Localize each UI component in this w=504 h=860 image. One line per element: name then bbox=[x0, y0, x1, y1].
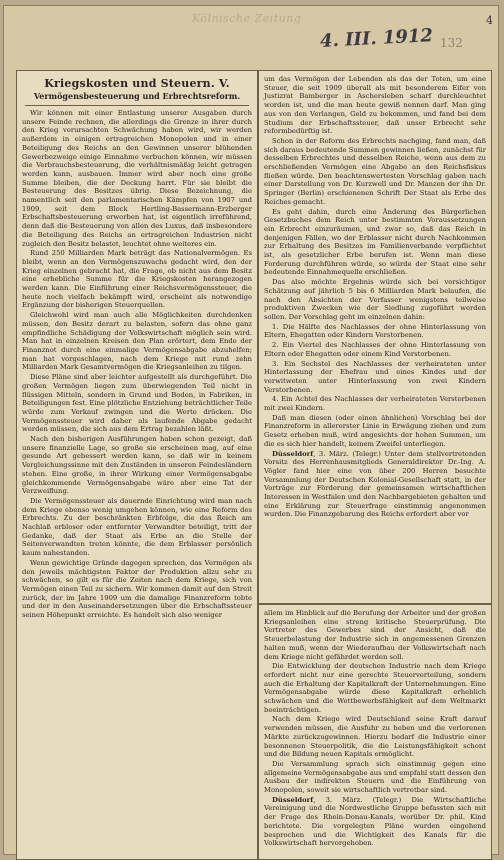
corner-number: 4 bbox=[486, 14, 493, 27]
list-item: 3. Ein Sechstel des Nachlasses der verheirateten unter Hinterlassung der Ehefrau und eines Kindes und der verwitweten unter Hinterlassung von zwei Kindern Verstorbenen. bbox=[264, 359, 486, 394]
paragraph: Schon in der Reform des Erbrechts nachging, fand man, daß sich daraus bedeutende Summen gewinnen ließen, zunächst für desselben Erbrechtes und desselben Reiche, wenn aus dem zu erschließenden Vermögen eine Abgabe an den Reichsfiskus fließen würde. Den beachtenswertesten Vorschlag gaben nach einer Darstellung von Dr. Kurzwell und Dr. Manzen der ihn Dr. Springer (Berlin) erschienenen Schrift Der Staat als Erbe des Reiches gemacht. bbox=[264, 136, 486, 206]
article-clipping-left bbox=[16, 70, 258, 860]
paragraph: Die Entwicklung der deutschen Industrie nach dem Kriege erfordert nicht nur eine gerechte Steuerverteilung, sondern auch die Erhaltung der Kapitalkraft der Unternehmungen. Eine Vermögensabgabe würde diese Kapitalkraft erheblich schwächen und die Wettbewerbsfähigkeit auf dem Weltmarkt beeinträchtigen. bbox=[264, 662, 486, 714]
paragraph: Nach dem Kriege wird Deutschland seine Kraft darauf verwenden müssen, die Ausfuhr zu heben und die verlorenen Märkte zurückzugewinnen. Hierzu bedarf die Industrie einer besonnenen Steuerpolitik, die die Leistungsfähigkeit schont und die Bildung neuen Kapitals ermöglicht. bbox=[264, 715, 486, 759]
dispatch-text: 3. März. (Telegr.) Die Wirtschaftliche Vereinigung und die Nordwestliche Gruppe befassten sich mit der Frage des Rhein-Donau-Kanals, worüber Dr. phil. Kind berichtete. Die vorgelegten Pläne wurden eingehend besprochen und die Wichtigkeit des Kanals für die Volkswirtschaft hervorgehoben. bbox=[264, 795, 486, 848]
dispatch-text: 3. März. (Telegr.) Unter dem stellvertretenden Vorsitz des Herrenhausmitglieds Generaldirektor Dr.-Ing. A. Vögler fand hier eine von über 200 Herren besuchte Versammlung der Deutschen Kolonial-Gesellschaft statt, in der Vorträge zur Förderung der gemeinsamen wirtschaftlichen Interessen in Westfalen und den Nachbargebieten gehalten und eine Erklärung zur Steuerfrage einstimmig angenommen wurden. Die Finanzgebarung des Reichs erfordert aber vor bbox=[264, 449, 487, 519]
article-body-right-bottom bbox=[259, 605, 491, 848]
handwritten-date: 4. III. 1912 bbox=[319, 25, 434, 52]
paragraph: Nach den bisherigen Ausführungen haben schon gezeigt, daß unsere finanzielle Lage, so große sie erscheinen mag, auf eine gesunde Art gebessert werden kann, so daß wir in keinem Vergleichungssinne mit den Zuständen in unseren Feindesländern stehen. Eine große, in ihrer Wirkung einer Vermögensabgabe gleichkommende Vermögensabgabe wäre aber eine Tat der Verzweiflung. bbox=[22, 435, 252, 496]
paragraph: Wir können mit einer Entlastung unserer Ausgaben durch unsere Feinde rechnen, die allerdings die Grenze in ihrer durch den Krieg verursachten Schwächung haben wird, wir werden außerdem in einigen ertragreichen Monopolen und in einer Beteiligung des Reichs an den Gewinnen unserer blühenden Gewerbezweige einige Einnahme verbuchen können, wir müssen die Verbrauchsbesteuerung, die verhältnismäßig leicht getragen werden kann, ausbauen. Immer wird aber noch eine große Summe bleiben, die der Deckung harrt. Für sie bleibt die Besteuerung des Besitzes übrig. Diese Bezeichnung, die namentlich seit den parlamentarischen Kämpfen von 1907 und 1909, seit dem Block Hertling-Bassermann-Erzberger Erbschaftsbesteuerung erworben hat, ist eigentlich irreführend, denn daß die Besteuerung von allen des Luxus, daß insbesondere die Beteiligung des Reichs an ertragreichen Industrien nicht zugleich den Besitz belastet, leuchtet ohne weiteres ein. bbox=[22, 109, 252, 248]
dispatch-place: Düsseldorf bbox=[272, 449, 314, 458]
newspaper-masthead: Kölnische Zeitung bbox=[192, 12, 302, 25]
pencil-page-number: 132 bbox=[440, 36, 463, 50]
list-item: 2. Ein Viertel des Nachlasses der ohne Hinterlassung von Eltern oder Ehegatten oder einem Kind Verstorbenen. bbox=[264, 341, 486, 358]
paragraph: um das Vermögen der Lebenden als das der Toten, um eine Steuer, die seit 1909 überall als mit besonderem Eifer von Justizrat Bamberger in Aschersleben scharf durchleuchtet worden ist, und die man heute gewiß nennen darf. Man ging aus von den Verlangen, Geld zu bekommen, und fand bei dem Studium der Erbschaftssteuer, daß unser Erbrecht sehr reformbedürftig ist. bbox=[264, 75, 486, 136]
paragraph: Diese Pläne sind aber leichter aufgestellt als durchgeführt. Die großen Vermögen liegen zum überwiegenden Teil nicht in flüssigen Mitteln, sondern in Grund und Boden, in Fabriken, in Beteiligungen fest. Eine plötzliche Entziehung beträchtlicher Teile würde zum Verkauf zwingen und die Werte drücken. Die Vermögenssteuer wird daher als laufende Abgabe gedacht werden müssen, die sich aus dem Ertrag bezahlen läßt. bbox=[22, 373, 252, 434]
paragraph: Gleichwohl wird man auch alle Möglichkeiten durchdenken müssen, den Besitz derart zu belasten, sofern das ohne ganz empfindliche Schädigung der Volkswirtschaft möglich sein wird. Man hat in einzelnen Kreisen den Plan erörtert, dem Ende der Finanznot durch eine einmalige Vermögensabgabe abzuhelfen; man hat vorgeschlagen, nach dem Kriege mit rund zehn Milliarden Mark Gesamtvermögen die Kriegsanleihen zu tilgen. bbox=[22, 311, 252, 372]
scrapbook-sheet bbox=[4, 6, 498, 854]
paragraph: Daß man diesen (oder einen ähnlichen) Vorschlag bei der Finanzreform in allererster Linie in Erwägung ziehen und zum Gesetz erheben muß, wird angesichts der hohen Summen, um die es sich hier handelt, keinem Zweifel unterliegen. bbox=[264, 413, 486, 448]
title-divider bbox=[25, 105, 249, 106]
paragraph: Wenn gewichtige Gründe dagegen sprechen, das Vermögen als den jeweils mächtigsten Faktor der Produktion allzu sehr zu schwächen, so gilt es für die Zeiten nach dem Kriege, sich von Vermögen einen Teil zu sichern. Wir kommen damit auf den Streit zurück, der im Jahre 1909 um die damalige Finanzreform tobte und der in den Auseinandersetzungen über die Erbschaftssteuer seinen Höhepunkt erreichte. Es handelt sich also weniger bbox=[22, 558, 252, 620]
paragraph: Es geht dahin, durch eine Änderung des Bürgerlichen Gesetzbuches dem Reich unter bestimmten Voraussetzungen ein Erbrecht einzuräumen, und zwar so, daß das Reich in denjenigen Fällen, wo der Erblasser nicht durch Nachkommen zur Erhaltung des Besitzes im Familienverbande verpflichtet ist, als gesetzlicher Erbe berufen ist. Wenn man diese Forderung durchführen würde, so würde der Staat eine sehr bedeutende Einnahmequelle erschließen. bbox=[264, 207, 486, 277]
paragraph: Die Versammlung sprach sich einstimmig gegen eine allgemeine Vermögensabgabe aus und empfahl statt dessen den Ausbau der indirekten Steuern und die Einführung von Monopolen, soweit sie wirtschaftlich vertretbar sind. bbox=[264, 759, 486, 795]
dispatch-place: Düsseldorf bbox=[272, 795, 314, 804]
paragraph: Rund 250 Milliarden Mark beträgt das Nationalvermögen. Es bleibt, wenn an den Vermögenszuwachs gedacht wird, den der Krieg einzelnen gebracht hat, die Frage, ob nicht aus dem Besitz eine erhebliche Summe für die Kriegskosten herangezogen werden kann. Die Einführung einer Reichsvermögenssteuer, die heute noch vielfach bekämpft wird, erscheint als notwendige Ergänzung der bisherigen Steuerquellen. bbox=[22, 249, 252, 310]
paragraph: Das also möchte Ergebnis würde sich bei vorsichtiger Schätzung auf jährlich 5 bis 6 Milliarden Mark belaufen, die nach den Absichten der Verfasser wenigstens teilweise produktiven Zwecken wie der Siedlung zugeführt werden sollen. Der Vorschlag geht im einzelnen dahin: bbox=[264, 278, 486, 321]
article-subtitle: Vermögensbesteuerung und Erbrechtsreform. bbox=[33, 91, 241, 101]
list-item: 4. Ein Achtel des Nachlasses der verheirateten Verstorbenen mit zwei Kindern. bbox=[264, 395, 486, 413]
article-body-left bbox=[17, 109, 257, 620]
dispatch-paragraph: Düsseldorf, 3. März. (Telegr.) Unter dem stellvertretenden Vorsitz des Herrenhausmitglieds Generaldirektor Dr.-Ing. A. Vögler fand hier eine von über 200 Herren besuchte Versammlung der Deutschen Kolonial-Gesellschaft statt, in der Vorträge zur Förderung der gemeinsamen wirtschaftlichen Interessen in Westfalen und den Nachbargebieten gehalten und eine Erklärung zur Steuerfrage einstimmig angenommen wurden. Die Finanzgebarung des Reichs erfordert aber vor bbox=[264, 449, 487, 519]
dispatch-paragraph: Düsseldorf, 3. März. (Telegr.) Die Wirtschaftliche Vereinigung und die Nordwestliche Gruppe befassten sich mit der Frage des Rhein-Donau-Kanals, worüber Dr. phil. Kind berichtete. Die vorgelegten Pläne wurden eingehend besprochen und die Wichtigkeit des Kanals für die Volkswirtschaft hervorgehoben. bbox=[264, 795, 486, 848]
article-clipping-right-top bbox=[258, 70, 492, 604]
article-body-right-top bbox=[259, 71, 491, 519]
article-clipping-right-bottom bbox=[258, 604, 492, 860]
paragraph: Die Vermögenssteuer als dauernde Einrichtung wird man nach dem Kriege ebenso wenig umgehen können, wie eine Reform des Erbrechts. Zu der beschränkten Erbfolge, die das Reich am Nachlaß erbloser oder entfernter Verwandter beteiligt, tritt der Gedanke, daß der Staat als Erbe an die Stelle der Seitenverwandten treten könnte, die dem Erblasser persönlich kaum nahestanden. bbox=[22, 496, 252, 558]
list-item: 1. Die Hälfte des Nachlasses der ohne Hinterlassung von Eltern, Ehegatten oder Kindern Verstorbenen. bbox=[264, 322, 486, 340]
article-title: Kriegskosten und Steuern. V. bbox=[44, 77, 230, 90]
paragraph: allem im Hinblick auf die Berufung der Arbeiter und der großen Kriegsanleihen eine streng kritische Steuerprüfung. Die Vertreter des Gewerbes sind der Ansicht, daß die Steuerbelastung der Industrie sich in angemessenen Grenzen halten muß, wenn der Wiederaufbau der Volkswirtschaft nach dem Kriege nicht gefährdet werden soll. bbox=[264, 609, 486, 661]
